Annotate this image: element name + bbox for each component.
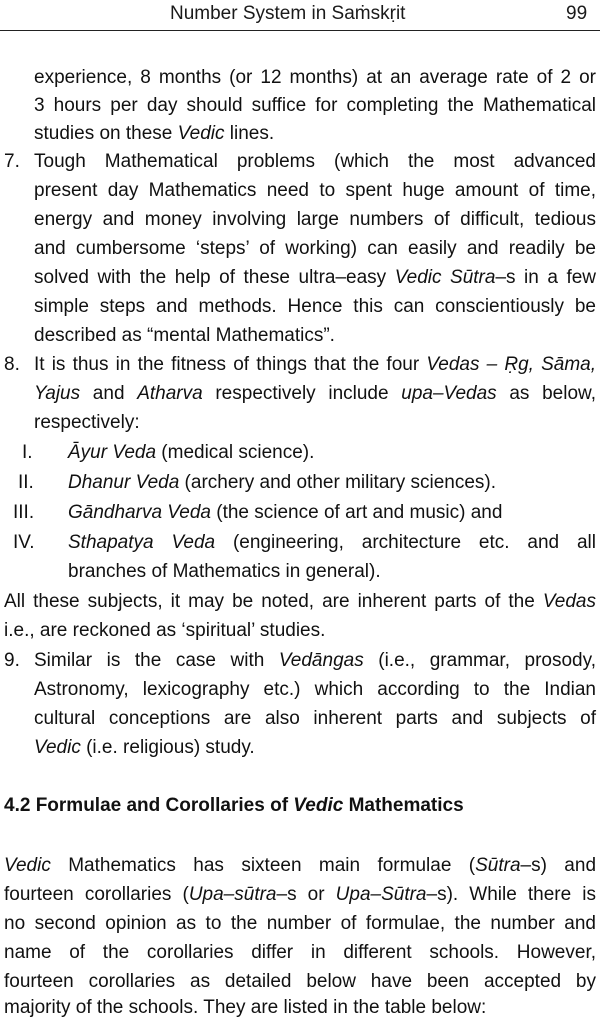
subitem-1-numeral: I. [22,442,33,463]
item9-line-1: Similar is the case with Vedāngas (i.e., grammar, prosody, [34,650,596,671]
item8-line-3: respectively: [34,412,140,433]
item8-line-2: Yajus and Atharva respectively include upa–Vedas as below, [34,383,596,404]
subitem-2-numeral: II. [18,472,34,493]
page-number: 99 [566,3,588,24]
item9-line-4: Vedic (i.e. religious) study. [34,737,255,758]
item7-line-2: present day Mathematics need to spent huge amount of time, [34,180,596,201]
item7-number: 7. [4,151,20,172]
item7-line-4: and cumbersome ‘steps’ of working) can easily and readily be [34,238,596,259]
item7-line-1: Tough Mathematical problems (which the most advanced [34,151,596,172]
item9-line-3: cultural conceptions are also inherent parts and subjects of [34,708,596,729]
para-line-5: fourteen corollaries as detailed below have been accepted by [4,971,596,992]
item9-number: 9. [4,650,20,671]
page-header [0,0,600,31]
item7-line-6: simple steps and methods. Hence this can conscientiously be [34,296,596,317]
subitem-2-text: Dhanur Veda (archery and other military sciences). [68,472,497,493]
section-heading: 4.2 Formulae and Corollaries of Vedic Mathematics [4,795,464,816]
para-line-3: no second opinion as to the number of formulae, the number and [4,913,596,934]
item8-number: 8. [4,354,20,375]
subitem-4-text-cont: branches of Mathematics in general). [68,561,381,582]
subitem-4-numeral: IV. [13,532,35,553]
para-line-1: Vedic Mathematics has sixteen main formulae (Sūtra–s) and [4,855,597,876]
para-line-2: fourteen corollaries (Upa–sūtra–s or Upa–Sūtra–s). While there is [4,884,596,905]
subitem-3-numeral: III. [13,502,35,523]
subitem-1-text: Āyur Veda (medical science). [68,442,315,463]
item7-line-3: energy and money involving large numbers of difficult, tedious [34,209,596,230]
item7-line-7: described as “mental Mathematics”. [34,325,335,346]
item6-line-1: experience, 8 months (or 12 months) at an average rate of 2 or [34,67,596,88]
subitem-3-text: Gāndharva Veda (the science of art and music) and [68,502,503,523]
subitem-4-text: Sthapatya Veda (engineering, architecture etc. and all [68,532,596,553]
para-line-4: name of the corollaries differ in different schools. However, [4,942,596,963]
item6-line-3: studies on these Vedic lines. [34,123,275,144]
item8-line-1: It is thus in the fitness of things that the four Vedas – Ṛg, Sāma, [34,354,596,375]
note-line-1: All these subjects, it may be noted, are inherent parts of the Vedas [4,591,596,612]
para-line-6: majority of the schools. They are listed in the table below: [4,997,487,1018]
item6-line-2: 3 hours per day should suffice for completing the Mathematical [34,95,596,116]
running-title: Number System in Saṁskṛit [170,3,406,24]
item7-line-5: solved with the help of these ultra–easy Vedic Sūtra–s in a few [34,267,597,288]
note-line-2: i.e., are reckoned as ‘spiritual’ studies. [4,620,326,641]
item9-line-2: Astronomy, lexicography etc.) which according to the Indian [34,679,596,700]
